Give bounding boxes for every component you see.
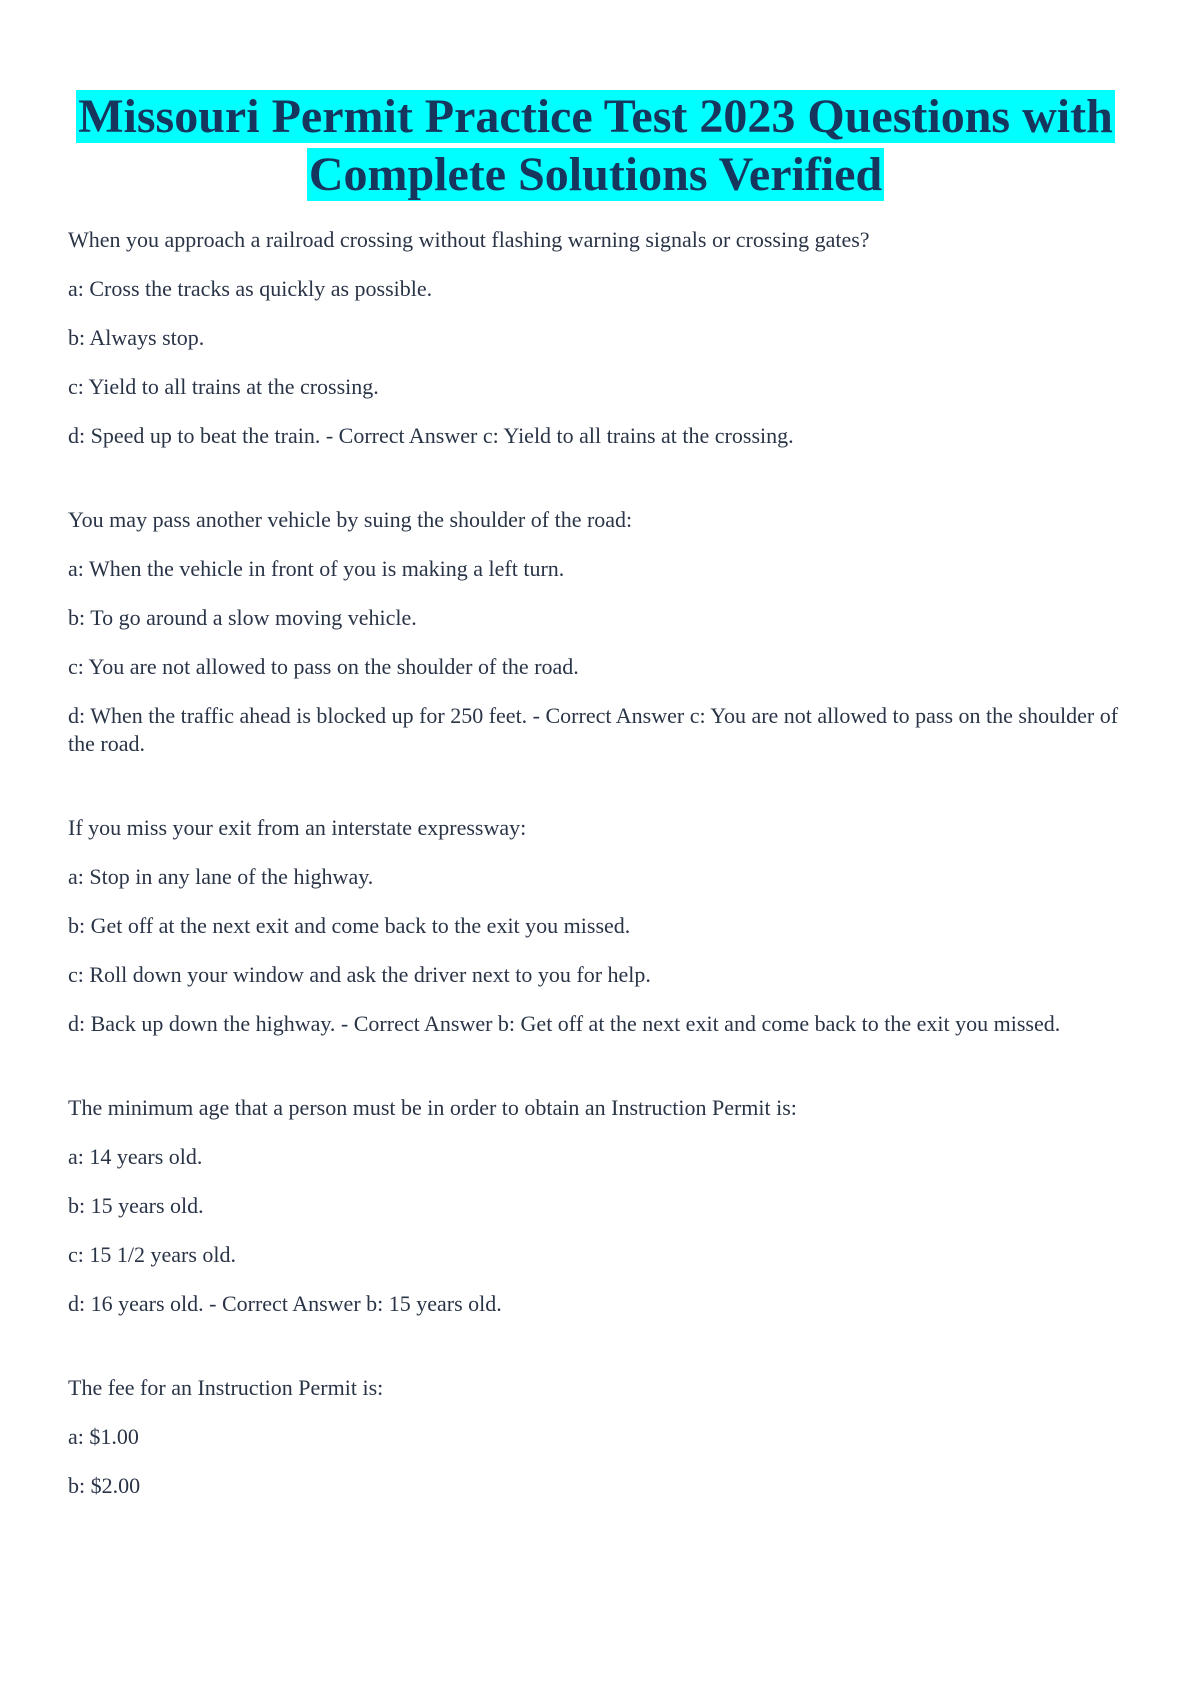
answer-option: a: 14 years old. xyxy=(68,1144,203,1169)
question-prompt: The fee for an Instruction Permit is: xyxy=(68,1375,384,1400)
answer-option: a: When the vehicle in front of you is making a left turn. xyxy=(68,556,565,581)
question-prompt: The minimum age that a person must be in order to obtain an Instruction Permit is: xyxy=(68,1095,797,1120)
question-prompt: You may pass another vehicle by suing the shoulder of the road: xyxy=(68,507,633,532)
answer-option: b: To go around a slow moving vehicle. xyxy=(68,605,417,630)
question-prompt: If you miss your exit from an interstate expressway: xyxy=(68,815,527,840)
answer-option: c: Roll down your window and ask the driver next to you for help. xyxy=(68,962,651,987)
question-block xyxy=(68,814,1123,1038)
answer-option: c: Yield to all trains at the crossing. xyxy=(68,374,379,399)
document-title xyxy=(68,88,1123,204)
question-list xyxy=(68,226,1123,1500)
answer-option: c: 15 1/2 years old. xyxy=(68,1242,237,1267)
answer-option-with-correct-answer: d: Back up down the highway. - Correct Answer b: Get off at the next exit and come back to the exit you missed. xyxy=(68,1011,1061,1036)
question-block xyxy=(68,1094,1123,1318)
answer-option-with-correct-answer: d: Speed up to beat the train. - Correct Answer c: Yield to all trains at the crossing. xyxy=(68,423,794,448)
answer-option: b: $2.00 xyxy=(68,1473,141,1498)
answer-option: c: You are not allowed to pass on the shoulder of the road. xyxy=(68,654,579,679)
answer-option: b: 15 years old. xyxy=(68,1193,204,1218)
answer-option: a: $1.00 xyxy=(68,1424,139,1449)
answer-option: b: Get off at the next exit and come back to the exit you missed. xyxy=(68,913,631,938)
title-line-1: Missouri Permit Practice Test 2023 Questions with xyxy=(78,90,1113,143)
answer-option: b: Always stop. xyxy=(68,325,205,350)
answer-option: a: Stop in any lane of the highway. xyxy=(68,864,374,889)
question-block xyxy=(68,506,1123,758)
answer-option-with-correct-answer: d: When the traffic ahead is blocked up for 250 feet. - Correct Answer c: You are not allowed to pass on the shoulder of the road. xyxy=(68,703,1119,756)
answer-option: a: Cross the tracks as quickly as possible. xyxy=(68,276,433,301)
answer-option-with-correct-answer: d: 16 years old. - Correct Answer b: 15 years old. xyxy=(68,1291,502,1316)
question-block xyxy=(68,1374,1123,1500)
question-prompt: When you approach a railroad crossing without flashing warning signals or crossing gates? xyxy=(68,227,870,252)
title-line-2: Complete Solutions Verified xyxy=(308,148,883,201)
question-block xyxy=(68,226,1123,450)
